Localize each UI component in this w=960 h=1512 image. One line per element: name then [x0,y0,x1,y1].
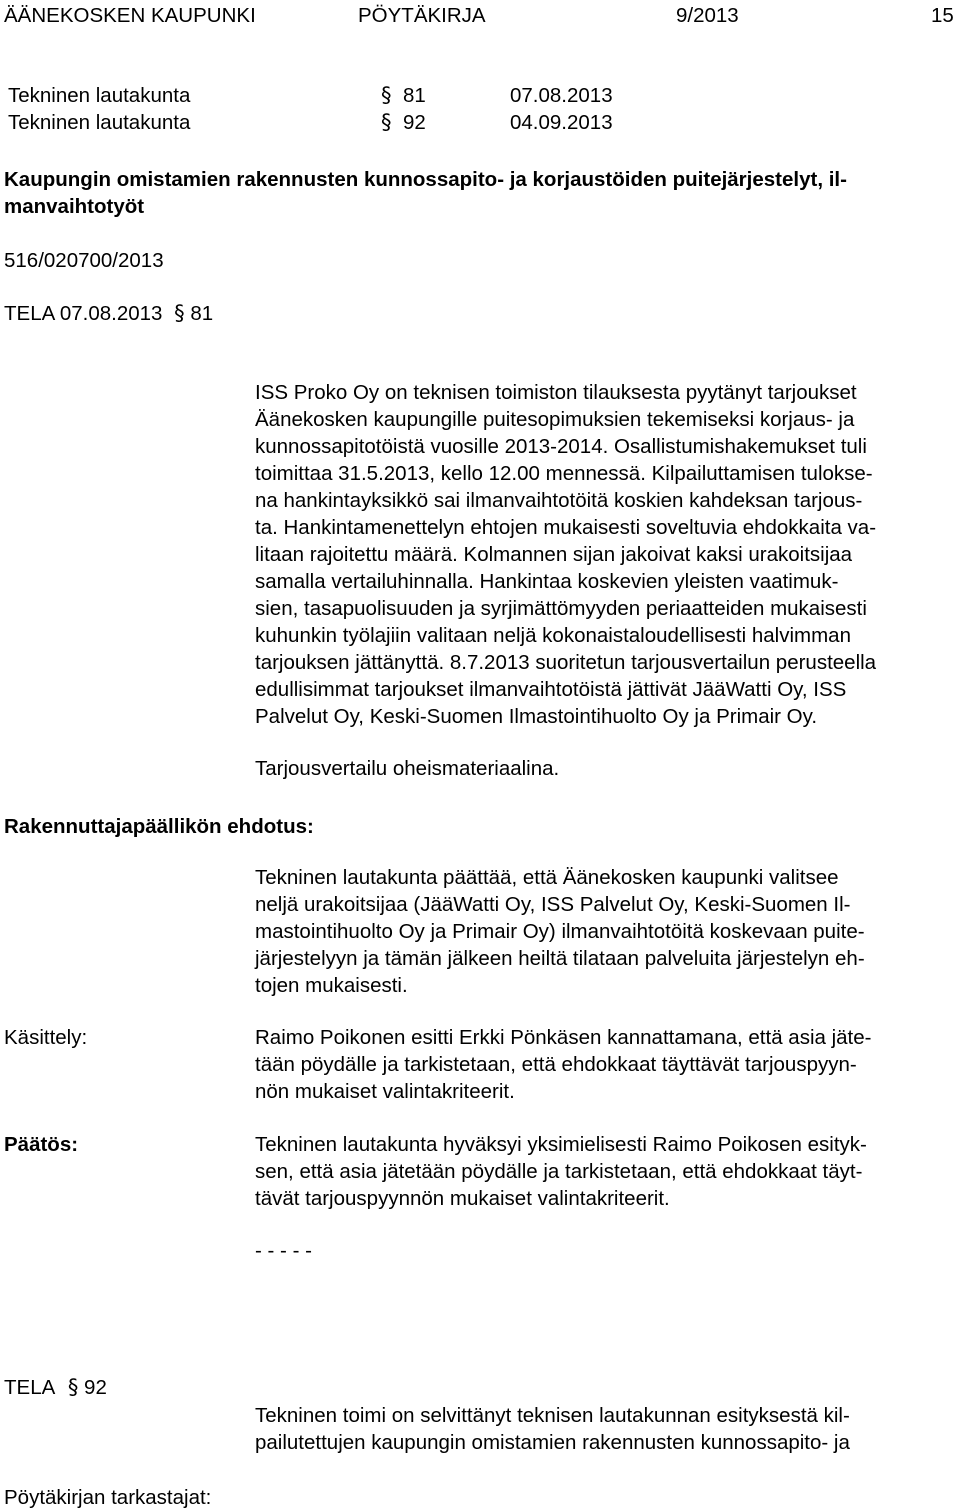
proposal-label: Rakennuttajapäällikön ehdotus: [4,815,314,838]
proposal-paragraph [255,864,960,999]
item-reference-prefix: TELA [4,1376,55,1399]
meeting-date: 07.08.2013 [510,84,613,107]
text-line: neljä urakoitsijaa (JääWatti Oy, ISS Palvelut Oy, Keski-Suomen Il- [255,893,851,916]
handling-paragraph [255,1024,960,1105]
text-line: järjestelyyn ja tämän jälkeen heiltä tilataan palveluita järjestelyn eh- [255,947,865,970]
text-line: kunnossapitotöistä vuosille 2013-2014. Osallistumishakemukset tuli [255,435,867,458]
text-line: samalla vertailuhinnalla. Hankintaa koskevien yleisten vaatimuk- [255,570,839,593]
background-paragraph [255,379,960,730]
reviewers-label: Pöytäkirjan tarkastajat: [4,1486,212,1509]
meeting-date: 04.09.2013 [510,111,613,134]
text-line: Äänekosken kaupungille puitesopimuksien tekemiseksi korjaus- ja [255,408,855,431]
header-page-number: 15 [931,4,954,27]
text-line: mastointihuolto Oy ja Primair Oy) ilmanvaihtotöitä koskevaan puite- [255,920,865,943]
item-reference [4,1374,107,1401]
attachment-note: Tarjousvertailu oheismateriaalina. [255,757,560,780]
decision-paragraph [255,1131,960,1212]
item-reference-prefix: TELA 07.08.2013 [4,302,163,325]
text-line: tarjouksen jättänyttä. 8.7.2013 suoritetun tarjousvertailun perusteella [255,651,877,674]
text-line: ISS Proko Oy on teknisen toimiston tilauksesta pyytänyt tarjoukset [255,381,857,404]
text-line: tävät tarjouspyynnön mukaiset valintakriteerit. [255,1187,670,1210]
matter-title: Kaupungin omistamien rakennusten kunnossapito- ja korjaustöiden puitejärjestelyt, il-manvaihtotyöt [4,168,847,218]
text-line: Tekninen lautakunta päättää, että Äänekosken kaupunki valitsee [255,866,839,889]
text-line: sen, että asia jätetään pöydälle ja tarkistetaan, että ehdokkaat täyt- [255,1160,863,1183]
handling-label: Käsittely: [4,1026,88,1049]
text-line: na hankintayksikkö sai ilmanvaihtotöitä koskien kahdeksan tarjous- [255,489,863,512]
text-line: toimittaa 31.5.2013, kello 12.00 mennessä. Kilpailuttamisen tulokse- [255,462,873,485]
meeting-body: Tekninen lautakunta [8,111,191,134]
text-line: Raimo Poikonen esitti Erkki Pönkäsen kannattamana, että asia jäte- [255,1026,872,1049]
header-document-type: PÖYTÄKIRJA [358,4,486,27]
item-reference [4,300,213,327]
text-line: sien, tasapuolisuuden ja syrjimättömyyden periaatteiden mukaisesti [255,597,867,620]
section-sign-icon: § [174,301,185,325]
text-line: Tekninen lautakunta hyväksyi yksimielisesti Raimo Poikosen esityk- [255,1133,867,1156]
text-line: Tekninen toimi on selvittänyt teknisen lautakunnan esityksestä kil- [255,1404,850,1427]
header-protocol-number: 9/2013 [676,4,739,27]
meeting-body: Tekninen lautakunta [8,84,191,107]
text-line: ta. Hankintamenettelyn ehtojen mukaisesti soveltuvia ehdokkaita va- [255,516,877,539]
text-line: nön mukaiset valintakriteerit. [255,1080,515,1103]
text-line: edullisimmat tarjoukset ilmanvaihtotöistä jättivät JääWatti Oy, ISS [255,678,847,701]
section-sign-icon: § [381,110,392,134]
meeting-section-number: 81 [403,84,426,107]
text-line: litaan rajoitettu määrä. Kolmannen sijan jakoivat kaksi urakoitsijaa [255,543,853,566]
text-line: tään pöydälle ja tarkistetaan, että ehdokkaat täyttävät tarjouspyyn- [255,1053,857,1076]
meeting-section-number: 92 [403,111,426,134]
section-sign-icon: § [381,83,392,107]
section-separator: - - - - - [255,1239,312,1262]
background-paragraph [255,1402,960,1456]
header-organization: ÄÄNEKOSKEN KAUPUNKI [4,4,256,27]
text-line: Palvelut Oy, Keski-Suomen Ilmastointihuolto Oy ja Primair Oy. [255,705,818,728]
diary-number: 516/020700/2013 [4,249,164,272]
item-reference-section: 81 [190,302,214,325]
text-line: pailutettujen kaupungin omistamien rakennusten kunnossapito- ja [255,1431,850,1454]
section-sign-icon: § [67,1375,79,1399]
text-line: kuhunkin työlajiin valitaan neljä kokonaistaloudellisesti halvimman [255,624,851,647]
decision-label: Päätös: [4,1133,79,1156]
text-line: tojen mukaisesti. [255,974,408,997]
item-reference-section: 92 [84,1376,107,1399]
